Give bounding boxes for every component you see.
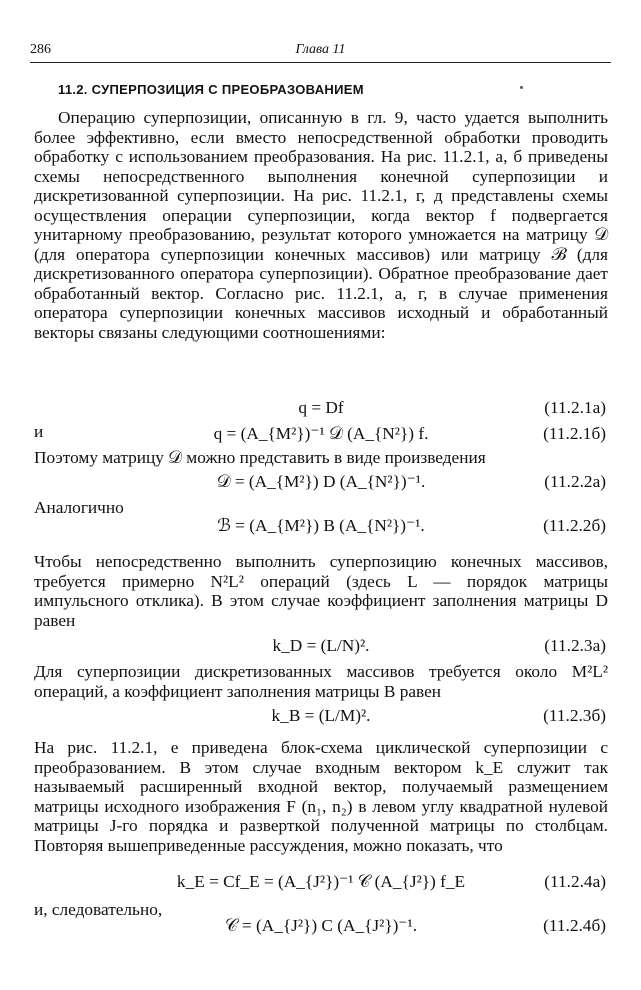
equation-11-2-1b — [34, 414, 608, 443]
equation-number: (11.2.4б) — [543, 916, 606, 935]
paragraph-circulant: На рис. 11.2.1, е приведена блок-схема циклической суперпозиции с преобразованием. В этом случае входным вектором k_E служит так называемый расширенный входной вектор, получаемый размещением матрицы исходного изображения F (n₁, n₂) в левом углу квадратной нулевой матрицы J-го порядка и разверткой полученной матрицы по столбцам. Повторяя вышеприведенные рассуждения, можно показать, что — [34, 738, 608, 855]
section-heading: 11.2. СУПЕРПОЗИЦИЯ С ПРЕОБРАЗОВАНИЕМ — [58, 82, 364, 97]
paragraph-intro: Операцию суперпозиции, описанную в гл. 9, часто удается выполнить более эффективно, если вместо непосредственной обработки проводить обработку с использованием преобразования. На рис. 11.2.1, а, б приведены схемы непосредственного выполнения конечной суперпозиции и дискретизованной суперпозиции. На рис. 11.2.1, г, д представлены схемы осуществления операции суперпозиции, когда вектор f подвергается унитарному преобразованию, результат которого умножается на матрицу 𝒟 (для оператора суперпозиции конечных массивов) или матрицу ℬ (для дискретизованного оператора суперпозиции). Обратное преобразование дает обработанный вектор. Согласно рис. 11.2.1, а, г, в случае применения оператора суперпозиции конечных массивов исходный и обработанный векторы связаны следующими соотношениями: — [34, 108, 608, 342]
conjunction-and: и — [34, 422, 44, 441]
running-header — [30, 40, 611, 63]
chapter-title: Глава 11 — [295, 42, 346, 57]
line-represent: Поэтому матрицу 𝒟 можно представить в виде произведения — [34, 448, 486, 467]
equation-formula: ℬ = (A_{M²}) B (A_{N²})⁻¹. — [217, 516, 425, 535]
equation-number: (11.2.3а) — [544, 636, 606, 655]
equation-11-2-3b — [34, 706, 608, 728]
equation-formula: 𝒟 = (A_{M²}) D (A_{N²})⁻¹. — [216, 472, 426, 491]
equation-number: (11.2.2б) — [543, 516, 606, 535]
text-and-consequently: и, следовательно, — [34, 900, 163, 919]
text-similarly: Аналогично — [34, 498, 124, 517]
equation-11-2-2b — [34, 516, 608, 538]
equation-number: (11.2.4а) — [544, 872, 606, 891]
page-number: 286 — [30, 42, 51, 57]
paragraph-sampled-arrays: Для суперпозиции дискретизованных массивов требуется около M²L² операций, а коэффициент заполнения матрицы B равен — [34, 662, 608, 701]
equation-formula: k_B = (L/M)². — [271, 706, 371, 725]
equation-number: (11.2.1а) — [544, 398, 606, 417]
equation-11-2-3a — [34, 636, 608, 658]
equation-formula: 𝒞 = (A_{J²}) C (A_{J²})⁻¹. — [224, 916, 418, 935]
equation-formula: q = Df — [298, 398, 344, 417]
equation-formula: k_E = Cf_E = (A_{J²})⁻¹ 𝒞 (A_{J²}) f_E — [176, 872, 466, 891]
equation-formula: q = (A_{M²})⁻¹ 𝒟 (A_{N²}) f. — [213, 424, 429, 443]
equation-number: (11.2.3б) — [543, 706, 606, 725]
print-speck — [520, 86, 523, 89]
equation-number: (11.2.2а) — [544, 472, 606, 491]
equation-11-2-2a — [34, 472, 608, 494]
equation-11-2-4a — [34, 872, 608, 894]
equation-number: (11.2.1б) — [543, 424, 606, 443]
equation-formula: k_D = (L/N)². — [272, 636, 370, 655]
paragraph-finite-arrays: Чтобы непосредственно выполнить суперпозицию конечных массивов, требуется примерно N²L² операций (здесь L — порядок матрицы импульсного отклика). В этом случае коэффициент заполнения матрицы D равен — [34, 552, 608, 630]
equation-11-2-4b — [34, 916, 608, 938]
